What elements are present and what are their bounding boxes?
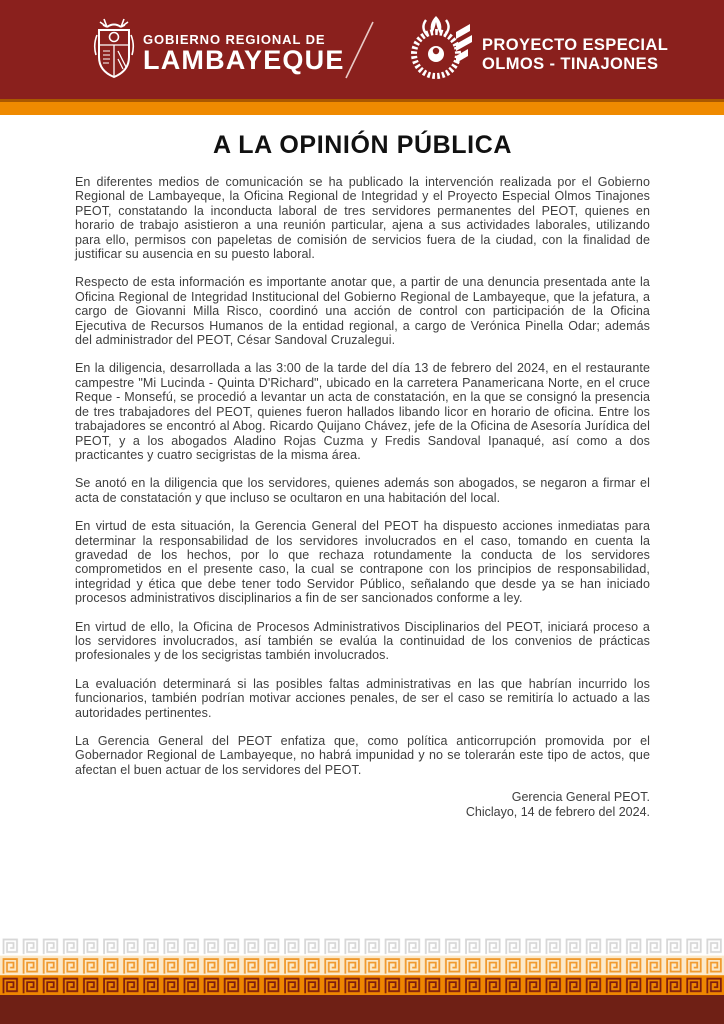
footer-band	[0, 995, 724, 1024]
paragraph-8: La Gerencia General del PEOT enfatiza que, como política anticorrupción promovida por el Gobernador Regional de Lambayeque, no habrá impunidad y no se tolerarán este tipo de actos, que afectan el buen actuar de los servidores del PEOT.	[75, 734, 650, 777]
paragraph-6: En virtud de ello, la Oficina de Procesos Administrativos Disciplinarios del PEOT, iniciará proceso a los servidores involucrados, así también se evalúa la continuidad de los convenios de prácticas profesionales y de los secigristas también involucrados.	[75, 619, 650, 663]
olmos-tinajones-emblem-icon	[408, 14, 480, 84]
divider-slash-icon	[340, 18, 380, 82]
statement-body	[0, 115, 724, 936]
signature-block	[75, 790, 650, 819]
paragraph-5: En virtud de esta situación, la Gerencia General del PEOT ha dispuesto acciones inmediatas para determinar la responsabilidad de los servidores involucrados en el caso, tomando en cuenta la gravedad de los hechos, por lo que rechaza rotundamente la conducta de los servidores comprometidos en el presente caso, la cual se contrapone con los principios de responsabilidad, integridad y ética que debe tener todo Servidor Público, señalando que desde ya se han iniciado procesos administrativos disciplinarios a fin de ser sancionados conforme a ley.	[75, 519, 650, 606]
lambayeque-coat-of-arms-icon	[90, 15, 138, 81]
greek-key-border	[0, 936, 724, 995]
paragraph-4: Se anotó en la diligencia que los servidores, quienes además son abogados, se negaron a firmar el acta de constatación y que incluso se ocultaron en una habitación del local.	[75, 476, 650, 505]
signature-entity: Gerencia General PEOT.	[511, 790, 650, 805]
paragraph-3: En la diligencia, desarrollada a las 3:00 de la tarde del día 13 de febrero del 2024, en el restaurante campestre "Mi Lucinda - Quinta D'Richard", ubicado en la carretera Panamericana Norte, en el cruce Reque - Monsefú, se procedió a levantar un acta de constatación, en la que se consignó la presencia de tres trabajadores del PEOT, quienes fueron hallados libando licor en horario de oficina. Entre los trabajadores se encontró al Abog. Ricardo Quijano Chávez, jefe de la Oficina de Asesoría Jurídica del PEOT, y a los abogados Aladino Rojas Cuzma y Fredis Sandoval Ipanaqué, así como a dos practicantes y cuatro secigristas de la misma área.	[75, 361, 650, 462]
gore-line1: GOBIERNO REGIONAL DE	[143, 32, 326, 47]
gore-line2: LAMBAYEQUE	[143, 45, 345, 75]
peot-line2: OLMOS - TINAJONES	[482, 55, 659, 73]
accent-stripe-orange	[0, 102, 724, 115]
peot-wordmark	[482, 36, 668, 74]
paragraph-7: La evaluación determinará si las posibles faltas administrativas en las que habrían incurrido los funcionarios, también podrían motivar acciones penales, de ser el caso se remitiría lo actuado a las autoridades pertinentes.	[75, 676, 650, 720]
page-title: A LA OPINIÓN PÚBLICA	[212, 131, 513, 159]
gore-lambayeque-wordmark	[143, 33, 345, 73]
signature-date: Chiclayo, 14 de febrero del 2024.	[465, 804, 650, 819]
peot-line1: PROYECTO ESPECIAL	[482, 36, 669, 54]
paragraph-2: Respecto de esta información es importante anotar que, a partir de una denuncia presentada ante la Oficina Regional de Integridad Institucional del Gobierno Regional de Lambayeque, que la jefatura, a cargo de Giovanni Milla Risco, coordinó una acción de control con participación de la Oficina Ejecutiva de Recursos Humanos de la entidad regional, a cargo de Verónica Pinella Odar; además del administrador del PEOT, César Sandoval Cruzalegui.	[75, 275, 650, 348]
header-banner	[0, 0, 724, 99]
paragraph-1: En diferentes medios de comunicación se ha publicado la intervención realizada por el Gobierno Regional de Lambayeque, la Oficina Regional de Integridad y el Proyecto Especial Olmos Tinajones PEOT, constatando la inconducta laboral de tres servidores permanentes del PEOT, quienes en horario de trabajo asistieron a una reunión particular, ajena a sus actividades laborales, utilizando para ello, permisos con papeletas de comisión de servicios fuera de la ciudad, con la finalidad de justificar su ausencia en su puesto laboral.	[75, 175, 650, 262]
